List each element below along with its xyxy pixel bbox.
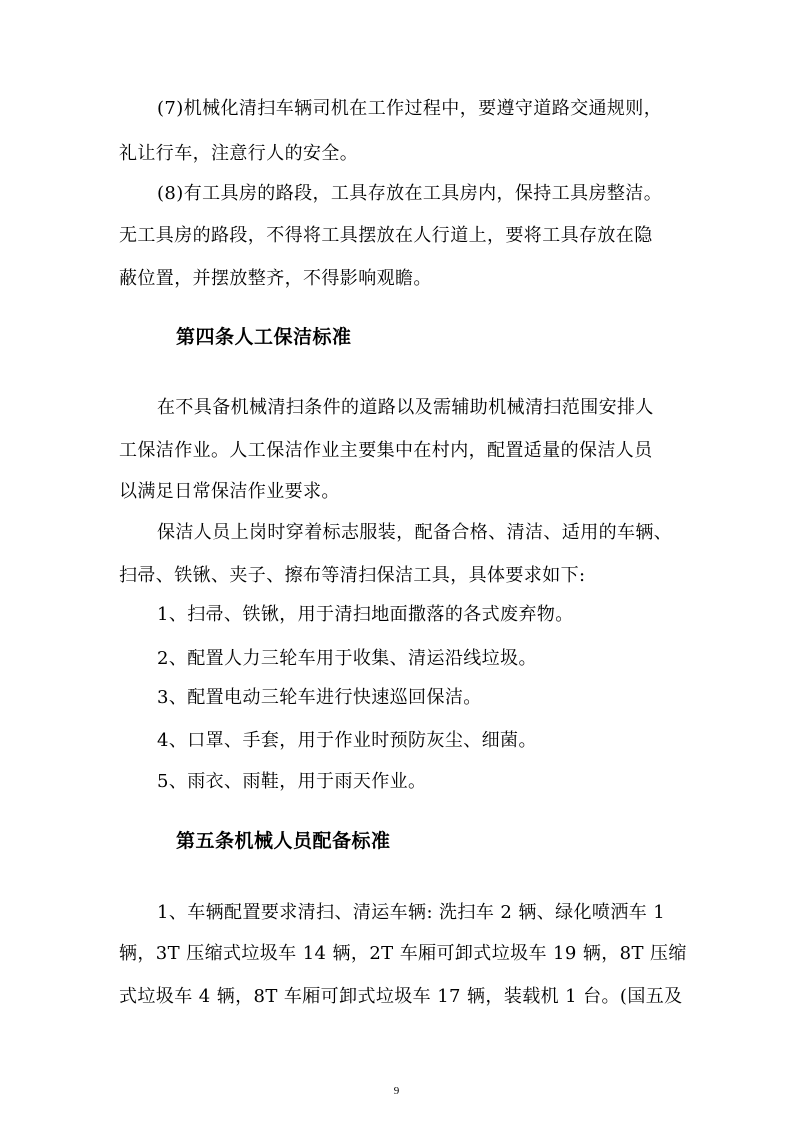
paragraph-line: 扫帚、铁锹、夹子、擦布等清扫保洁工具，具体要求如下:	[119, 565, 586, 586]
paragraph-line: 无工具房的路段，不得将工具摆放在人行道上，要将工具存放在隐	[119, 225, 653, 246]
page-number: 9	[393, 1085, 400, 1097]
list-item: 2、配置人力三轮车用于收集、清运沿线垃圾。	[157, 648, 537, 669]
paragraph-line: (7)机械化清扫车辆司机在工作过程中，要遵守道路交通规则，	[157, 98, 663, 119]
paragraph-line: 工保洁作业。人工保洁作业主要集中在村内，配置适量的保洁人员	[119, 440, 653, 461]
list-item: 3、配置电动三轮车进行快速巡回保洁。	[157, 687, 482, 708]
paragraph-line: 礼让行车，注意行人的安全。	[119, 143, 359, 164]
paragraph-line: 蔽位置，并摆放整齐，不得影响观瞻。	[119, 268, 432, 289]
paragraph-line: 保洁人员上岗时穿着标志服装，配备合格、清洁、适用的车辆、	[157, 522, 673, 543]
section-heading: 第五条机械人员配备标准	[176, 830, 391, 852]
list-item: 1、扫帚、铁锹，用于清扫地面撒落的各式废弃物。	[157, 604, 574, 625]
paragraph-line: 式垃圾车 4 辆，8T 车厢可卸式垃圾车 17 辆，装载机 1 台。(国五及	[119, 986, 683, 1007]
paragraph-line: (8)有工具房的路段，工具存放在工具房内，保持工具房整洁。	[157, 183, 663, 204]
paragraph-line: 1、车辆配置要求清扫、清运车辆: 洗扫车 2 辆、绿化喷洒车 1	[157, 902, 666, 923]
list-item: 4、口罩、手套，用于作业时预防灰尘、细菌。	[157, 730, 537, 751]
paragraph-line: 在不具备机械清扫条件的道路以及需辅助机械清扫范围安排人	[157, 397, 654, 418]
paragraph-line: 以满足日常保洁作业要求。	[119, 481, 340, 502]
list-item: 5、雨衣、雨鞋，用于雨天作业。	[157, 771, 427, 792]
paragraph-line: 辆，3T 压缩式垃圾车 14 辆，2T 车厢可卸式垃圾车 19 辆，8T 压缩	[119, 943, 687, 964]
section-heading: 第四条人工保洁标准	[176, 326, 352, 348]
